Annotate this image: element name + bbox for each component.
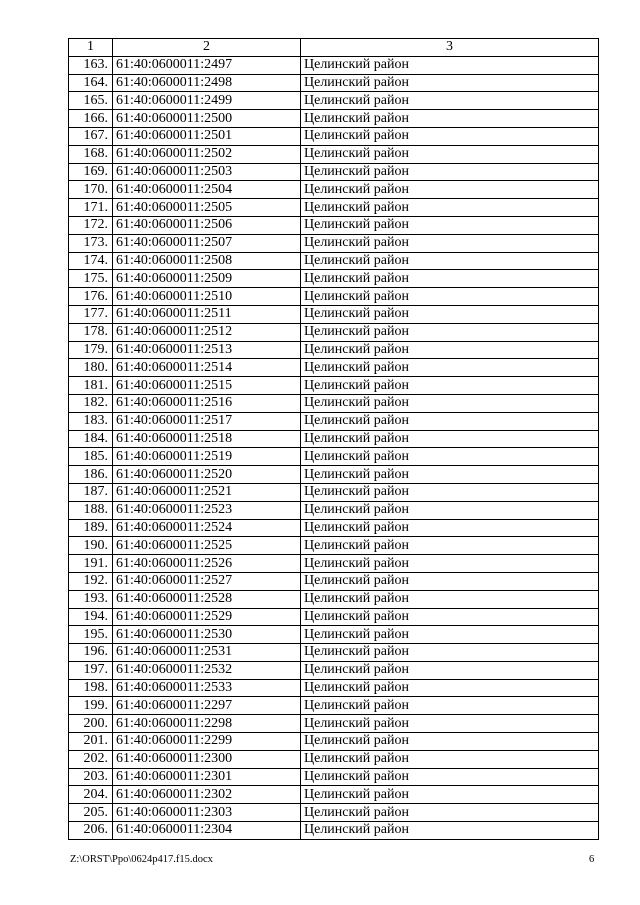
district-cell: Целинский район — [301, 466, 599, 484]
row-number-cell: 201. — [69, 733, 113, 751]
table-row — [69, 127, 599, 145]
cadastral-number-cell: 61:40:0600011:2500 — [113, 110, 301, 128]
cadastral-number-cell: 61:40:0600011:2517 — [113, 412, 301, 430]
row-number-cell: 181. — [69, 377, 113, 395]
cadastral-number-cell: 61:40:0600011:2509 — [113, 270, 301, 288]
cadastral-number-cell: 61:40:0600011:2501 — [113, 127, 301, 145]
cadastral-number-cell: 61:40:0600011:2530 — [113, 626, 301, 644]
district-cell: Целинский район — [301, 608, 599, 626]
table-row — [69, 341, 599, 359]
district-cell: Целинский район — [301, 412, 599, 430]
district-cell: Целинский район — [301, 786, 599, 804]
cadastral-number-cell: 61:40:0600011:2508 — [113, 252, 301, 270]
table-row — [69, 377, 599, 395]
row-number-cell: 194. — [69, 608, 113, 626]
district-cell: Целинский район — [301, 430, 599, 448]
cadastral-number-cell: 61:40:0600011:2511 — [113, 305, 301, 323]
cadastral-number-cell: 61:40:0600011:2303 — [113, 804, 301, 822]
district-cell: Целинский район — [301, 288, 599, 306]
table-row — [69, 715, 599, 733]
cadastral-number-cell: 61:40:0600011:2528 — [113, 590, 301, 608]
district-cell: Целинский район — [301, 697, 599, 715]
table-row — [69, 466, 599, 484]
district-cell: Целинский район — [301, 199, 599, 217]
row-number-cell: 173. — [69, 234, 113, 252]
row-number-cell: 195. — [69, 626, 113, 644]
row-number-cell: 186. — [69, 466, 113, 484]
row-number-cell: 192. — [69, 572, 113, 590]
cadastral-number-cell: 61:40:0600011:2516 — [113, 394, 301, 412]
cadastral-number-cell: 61:40:0600011:2519 — [113, 448, 301, 466]
table-row — [69, 519, 599, 537]
table-row — [69, 412, 599, 430]
table-row — [69, 572, 599, 590]
row-number-cell: 184. — [69, 430, 113, 448]
table-row — [69, 110, 599, 128]
cadastral-number-cell: 61:40:0600011:2518 — [113, 430, 301, 448]
district-cell: Целинский район — [301, 822, 599, 840]
district-cell: Целинский район — [301, 163, 599, 181]
district-cell: Целинский район — [301, 341, 599, 359]
row-number-cell: 167. — [69, 127, 113, 145]
cadastral-number-cell: 61:40:0600011:2512 — [113, 323, 301, 341]
row-number-cell: 171. — [69, 199, 113, 217]
cadastral-number-cell: 61:40:0600011:2506 — [113, 216, 301, 234]
row-number-cell: 174. — [69, 252, 113, 270]
row-number-cell: 175. — [69, 270, 113, 288]
cadastral-number-cell: 61:40:0600011:2298 — [113, 715, 301, 733]
table-row — [69, 733, 599, 751]
row-number-cell: 170. — [69, 181, 113, 199]
district-cell: Целинский район — [301, 305, 599, 323]
row-number-cell: 187. — [69, 483, 113, 501]
parcels-table-body — [69, 39, 599, 840]
district-cell: Целинский район — [301, 644, 599, 662]
page-number: 6 — [589, 854, 595, 865]
row-number-cell: 163. — [69, 56, 113, 74]
district-cell: Целинский район — [301, 555, 599, 573]
table-row — [69, 181, 599, 199]
row-number-cell: 206. — [69, 822, 113, 840]
table-row — [69, 750, 599, 768]
district-cell: Целинский район — [301, 216, 599, 234]
district-cell: Целинский район — [301, 110, 599, 128]
cadastral-number-cell: 61:40:0600011:2520 — [113, 466, 301, 484]
cadastral-number-cell: 61:40:0600011:2499 — [113, 92, 301, 110]
table-row — [69, 644, 599, 662]
cadastral-number-cell: 61:40:0600011:2507 — [113, 234, 301, 252]
district-cell: Целинский район — [301, 145, 599, 163]
cadastral-number-cell: 61:40:0600011:2503 — [113, 163, 301, 181]
table-row — [69, 448, 599, 466]
table-header-row — [69, 39, 599, 57]
cadastral-number-cell: 61:40:0600011:2527 — [113, 572, 301, 590]
cadastral-number-cell: 61:40:0600011:2302 — [113, 786, 301, 804]
cadastral-number-cell: 61:40:0600011:2510 — [113, 288, 301, 306]
row-number-cell: 188. — [69, 501, 113, 519]
cadastral-number-cell: 61:40:0600011:2301 — [113, 768, 301, 786]
district-cell: Целинский район — [301, 733, 599, 751]
cadastral-number-cell: 61:40:0600011:2513 — [113, 341, 301, 359]
district-cell: Целинский район — [301, 448, 599, 466]
district-cell: Целинский район — [301, 359, 599, 377]
header-cell-number: 1 — [69, 39, 113, 57]
row-number-cell: 179. — [69, 341, 113, 359]
header-cell-cadastral: 2 — [113, 39, 301, 57]
table-row — [69, 555, 599, 573]
row-number-cell: 183. — [69, 412, 113, 430]
table-row — [69, 661, 599, 679]
table-row — [69, 590, 599, 608]
cadastral-number-cell: 61:40:0600011:2299 — [113, 733, 301, 751]
table-row — [69, 394, 599, 412]
district-cell: Целинский район — [301, 74, 599, 92]
table-row — [69, 768, 599, 786]
table-row — [69, 697, 599, 715]
district-cell: Целинский район — [301, 323, 599, 341]
district-cell: Целинский район — [301, 92, 599, 110]
district-cell: Целинский район — [301, 234, 599, 252]
table-row — [69, 252, 599, 270]
district-cell: Целинский район — [301, 483, 599, 501]
table-row — [69, 822, 599, 840]
row-number-cell: 164. — [69, 74, 113, 92]
row-number-cell: 166. — [69, 110, 113, 128]
district-cell: Целинский район — [301, 127, 599, 145]
district-cell: Целинский район — [301, 626, 599, 644]
cadastral-number-cell: 61:40:0600011:2297 — [113, 697, 301, 715]
row-number-cell: 191. — [69, 555, 113, 573]
table-row — [69, 234, 599, 252]
row-number-cell: 165. — [69, 92, 113, 110]
table-row — [69, 679, 599, 697]
cadastral-number-cell: 61:40:0600011:2533 — [113, 679, 301, 697]
cadastral-number-cell: 61:40:0600011:2524 — [113, 519, 301, 537]
district-cell: Целинский район — [301, 394, 599, 412]
row-number-cell: 168. — [69, 145, 113, 163]
district-cell: Целинский район — [301, 768, 599, 786]
cadastral-number-cell: 61:40:0600011:2497 — [113, 56, 301, 74]
table-row — [69, 430, 599, 448]
district-cell: Целинский район — [301, 252, 599, 270]
table-row — [69, 145, 599, 163]
table-row — [69, 163, 599, 181]
table-row — [69, 786, 599, 804]
district-cell: Целинский район — [301, 519, 599, 537]
row-number-cell: 200. — [69, 715, 113, 733]
district-cell: Целинский район — [301, 715, 599, 733]
cadastral-number-cell: 61:40:0600011:2502 — [113, 145, 301, 163]
cadastral-number-cell: 61:40:0600011:2531 — [113, 644, 301, 662]
row-number-cell: 178. — [69, 323, 113, 341]
row-number-cell: 197. — [69, 661, 113, 679]
cadastral-number-cell: 61:40:0600011:2515 — [113, 377, 301, 395]
district-cell: Целинский район — [301, 572, 599, 590]
cadastral-number-cell: 61:40:0600011:2504 — [113, 181, 301, 199]
cadastral-number-cell: 61:40:0600011:2532 — [113, 661, 301, 679]
table-row — [69, 608, 599, 626]
district-cell: Целинский район — [301, 181, 599, 199]
cadastral-number-cell: 61:40:0600011:2304 — [113, 822, 301, 840]
district-cell: Целинский район — [301, 750, 599, 768]
table-row — [69, 305, 599, 323]
row-number-cell: 199. — [69, 697, 113, 715]
table-row — [69, 537, 599, 555]
row-number-cell: 196. — [69, 644, 113, 662]
table-row — [69, 804, 599, 822]
cadastral-number-cell: 61:40:0600011:2505 — [113, 199, 301, 217]
district-cell: Целинский район — [301, 377, 599, 395]
district-cell: Целинский район — [301, 537, 599, 555]
cadastral-number-cell: 61:40:0600011:2300 — [113, 750, 301, 768]
row-number-cell: 190. — [69, 537, 113, 555]
table-row — [69, 626, 599, 644]
district-cell: Целинский район — [301, 501, 599, 519]
district-cell: Целинский район — [301, 679, 599, 697]
table-row — [69, 92, 599, 110]
table-row — [69, 323, 599, 341]
table-row — [69, 501, 599, 519]
row-number-cell: 182. — [69, 394, 113, 412]
footer-file-path: Z:\ORST\Ppo\0624p417.f15.docx — [70, 854, 213, 865]
table-row — [69, 56, 599, 74]
district-cell: Целинский район — [301, 270, 599, 288]
district-cell: Целинский район — [301, 804, 599, 822]
row-number-cell: 203. — [69, 768, 113, 786]
cadastral-number-cell: 61:40:0600011:2498 — [113, 74, 301, 92]
row-number-cell: 189. — [69, 519, 113, 537]
row-number-cell: 185. — [69, 448, 113, 466]
table-row — [69, 483, 599, 501]
district-cell: Целинский район — [301, 590, 599, 608]
cadastral-number-cell: 61:40:0600011:2523 — [113, 501, 301, 519]
cadastral-number-cell: 61:40:0600011:2525 — [113, 537, 301, 555]
row-number-cell: 172. — [69, 216, 113, 234]
cadastral-number-cell: 61:40:0600011:2514 — [113, 359, 301, 377]
row-number-cell: 180. — [69, 359, 113, 377]
row-number-cell: 202. — [69, 750, 113, 768]
row-number-cell: 177. — [69, 305, 113, 323]
row-number-cell: 193. — [69, 590, 113, 608]
district-cell: Целинский район — [301, 56, 599, 74]
table-row — [69, 288, 599, 306]
row-number-cell: 205. — [69, 804, 113, 822]
table-row — [69, 74, 599, 92]
cadastral-number-cell: 61:40:0600011:2521 — [113, 483, 301, 501]
row-number-cell: 176. — [69, 288, 113, 306]
parcels-table — [68, 38, 599, 840]
row-number-cell: 204. — [69, 786, 113, 804]
header-cell-district: 3 — [301, 39, 599, 57]
table-row — [69, 270, 599, 288]
district-cell: Целинский район — [301, 661, 599, 679]
table-row — [69, 359, 599, 377]
row-number-cell: 169. — [69, 163, 113, 181]
cadastral-number-cell: 61:40:0600011:2526 — [113, 555, 301, 573]
table-row — [69, 199, 599, 217]
cadastral-number-cell: 61:40:0600011:2529 — [113, 608, 301, 626]
table-row — [69, 216, 599, 234]
row-number-cell: 198. — [69, 679, 113, 697]
